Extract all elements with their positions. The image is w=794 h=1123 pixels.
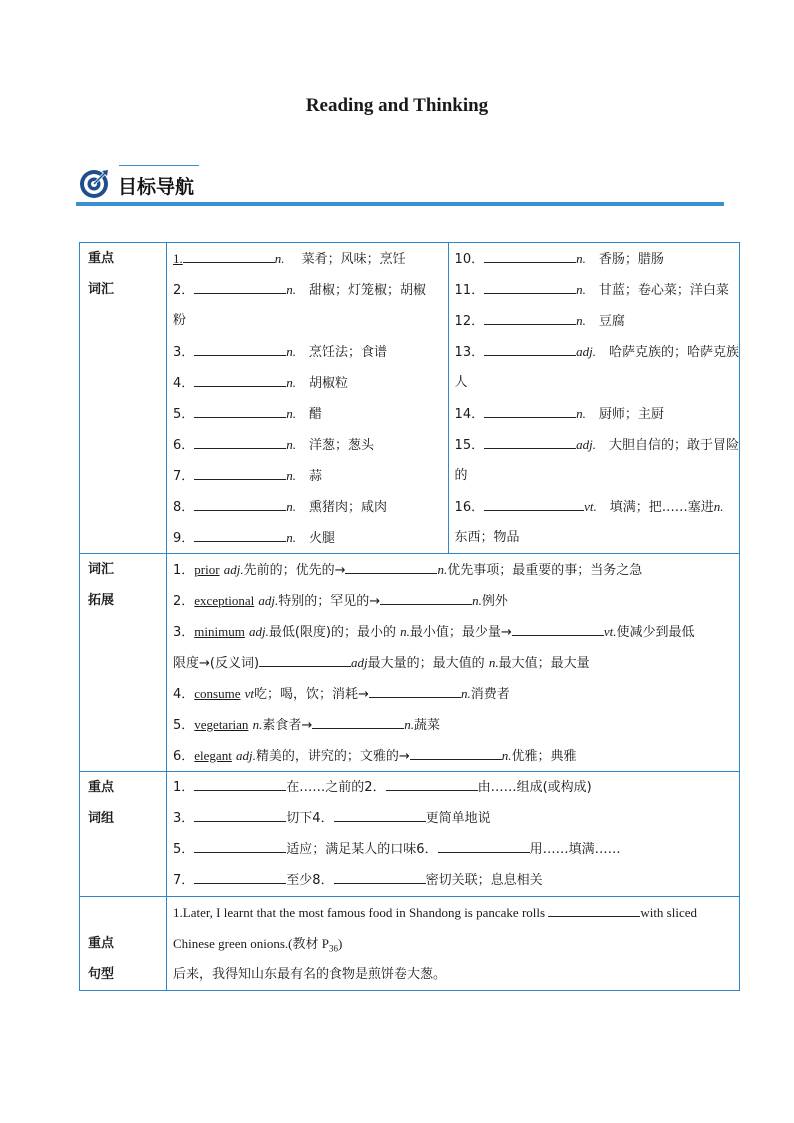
answer-blank[interactable] xyxy=(548,899,640,917)
answer-blank[interactable] xyxy=(484,245,576,263)
expansion-item: 6．elegant adj.精美的，讲究的；文雅的→ n.优雅；典雅 xyxy=(173,740,733,771)
answer-blank[interactable] xyxy=(194,524,286,542)
vocab-item: 4． n. 胡椒粒 xyxy=(173,367,444,398)
sentences-row: 重点 句型 1.Later, I learnt that the most famous food in Shandong is pancake rolls with sliced Chinese green onions.(教材 $P_{36}$) 后来，我得知山东最有名的食物是煎饼卷大葱。 xyxy=(80,897,740,991)
section-header xyxy=(76,160,724,208)
answer-blank[interactable] xyxy=(183,245,275,263)
vocab-item: 13． adj. 哈萨克族的；哈萨克族 xyxy=(455,336,739,367)
answer-blank[interactable] xyxy=(410,742,502,760)
expansion-row: 词汇 拓展 1．prior adj.先前的；优先的→ n.优先事项；最重要的事；当务之急 2．exceptional adj.特别的；罕见的→ n.例外 3．minimum adj.最低(限度)的；最小的 n.最小值；最少量→ vt.使减少到最低 限度→(反义词) adj最大量的；最大值的 n.最大值；最大量 4．consume vt吃；喝，饮；消耗→ n.消费者 5．vegetarian n.素食者→ n.蔬菜 6．elegant adj.精美的，讲究的；文雅的→ n.优雅；典雅 xyxy=(80,554,740,772)
answer-blank[interactable] xyxy=(438,835,530,853)
phrases-label: 重点 词组 xyxy=(80,772,167,897)
answer-blank[interactable] xyxy=(386,773,478,791)
vocab-item: 3． n. 烹饪法；食谱 xyxy=(173,336,444,367)
answer-blank[interactable] xyxy=(484,431,576,449)
vocab-item: 10． n. 香肠；腊肠 xyxy=(455,243,739,274)
vocab-item: 14． n. 厨师；主厨 xyxy=(455,398,739,429)
phrases-row xyxy=(80,772,740,897)
answer-blank[interactable] xyxy=(194,866,286,884)
sentence-translation: 后来，我得知山东最有名的食物是煎饼卷大葱。 xyxy=(173,967,447,982)
vocab-item: 9． n. 火腿 xyxy=(173,522,444,553)
expansion-item: 1．prior adj.先前的；优先的→ n.优先事项；最重要的事；当务之急 xyxy=(173,554,733,585)
vocab-item: 1. n. 菜肴；风味；烹饪 xyxy=(173,243,444,274)
answer-blank[interactable] xyxy=(484,493,584,511)
answer-blank[interactable] xyxy=(369,680,461,698)
answer-blank[interactable] xyxy=(512,618,604,636)
vocab-left-column: 1. n. 菜肴；风味；烹饪 2． n. 甜椒；灯笼椒；胡椒 粉 3． n. 烹饪法；食谱 4． n. 胡椒粒 5． n. 醋 6． n. 洋葱；葱头 7． n. 蒜 8． n. 熏猪肉；咸肉 9． n. 火腿 xyxy=(167,243,449,553)
answer-blank[interactable] xyxy=(194,276,286,294)
section-title: 目标导航 xyxy=(118,176,195,198)
answer-blank[interactable] xyxy=(345,556,437,574)
target-icon xyxy=(78,168,110,200)
vocab-item: 6． n. 洋葱；葱头 xyxy=(173,429,444,460)
study-table xyxy=(79,242,740,991)
answer-blank[interactable] xyxy=(194,493,286,511)
expansion-item: 5．vegetarian n.素食者→ n.蔬菜 xyxy=(173,709,733,740)
phrase-item: 1． 在……之前的2． 由……组成(或构成) xyxy=(173,772,733,803)
expansion-item: 4．consume vt吃；喝，饮；消耗→ n.消费者 xyxy=(173,678,733,709)
answer-blank[interactable] xyxy=(194,835,286,853)
vocab-item: 11． n. 甘蓝；卷心菜；洋白菜 xyxy=(455,274,739,305)
vocab-item: 5． n. 醋 xyxy=(173,398,444,429)
header-accent-line xyxy=(119,165,199,166)
answer-blank[interactable] xyxy=(194,804,286,822)
vocab-row xyxy=(80,243,740,554)
answer-blank[interactable] xyxy=(312,711,404,729)
answer-blank[interactable] xyxy=(334,866,426,884)
answer-blank[interactable] xyxy=(484,400,576,418)
vocab-label: 重点 词汇 xyxy=(80,243,167,554)
vocab-item: 8． n. 熏猪肉；咸肉 xyxy=(173,491,444,522)
answer-blank[interactable] xyxy=(259,649,351,667)
answer-blank[interactable] xyxy=(194,400,286,418)
answer-blank[interactable] xyxy=(194,773,286,791)
answer-blank[interactable] xyxy=(194,431,286,449)
answer-blank[interactable] xyxy=(334,804,426,822)
header-divider xyxy=(76,202,724,206)
phrase-item: 5． 适应；满足某人的口味6． 用……填满…… xyxy=(173,834,733,865)
answer-blank[interactable] xyxy=(484,276,576,294)
sentence-item: 1.Later, I learnt that the most famous food in Shandong is pancake rolls with sliced xyxy=(173,897,733,928)
answer-blank[interactable] xyxy=(484,338,576,356)
answer-blank[interactable] xyxy=(380,587,472,605)
vocab-item: 15． adj. 大胆自信的；敢于冒险 xyxy=(455,429,739,460)
answer-blank[interactable] xyxy=(194,369,286,387)
expansion-item: 3．minimum adj.最低(限度)的；最小的 n.最小值；最少量→ vt.使减少到最低 xyxy=(173,616,733,647)
answer-blank[interactable] xyxy=(484,307,576,325)
expansion-item: 2．exceptional adj.特别的；罕见的→ n.例外 xyxy=(173,585,733,616)
vocab-item: 7． n. 蒜 xyxy=(173,460,444,491)
vocab-right-column: 10． n. 香肠；腊肠 11． n. 甘蓝；卷心菜；洋白菜 12． n. 豆腐 13． adj. 哈萨克族的；哈萨克族 人 14． n. 厨师；主厨 15． adj. 大胆自信的；敢于冒险 的 16． vt. 填满；把……塞进n. 东西；物品 xyxy=(449,243,739,553)
phrase-item: 7． 至少8． 密切关联；息息相关 xyxy=(173,865,733,896)
sentences-label: 重点 句型 xyxy=(80,897,167,991)
vocab-item: 12． n. 豆腐 xyxy=(455,305,739,336)
answer-blank[interactable] xyxy=(194,338,286,356)
page-title: Reading and Thinking xyxy=(305,95,489,116)
phrase-item: 3． 切下4． 更简单地说 xyxy=(173,803,733,834)
vocab-item: 16． vt. 填满；把……塞进n. xyxy=(455,491,739,522)
answer-blank[interactable] xyxy=(194,462,286,480)
expansion-label: 词汇 拓展 xyxy=(80,554,167,772)
vocab-item: 2． n. 甜椒；灯笼椒；胡椒 xyxy=(173,274,444,305)
